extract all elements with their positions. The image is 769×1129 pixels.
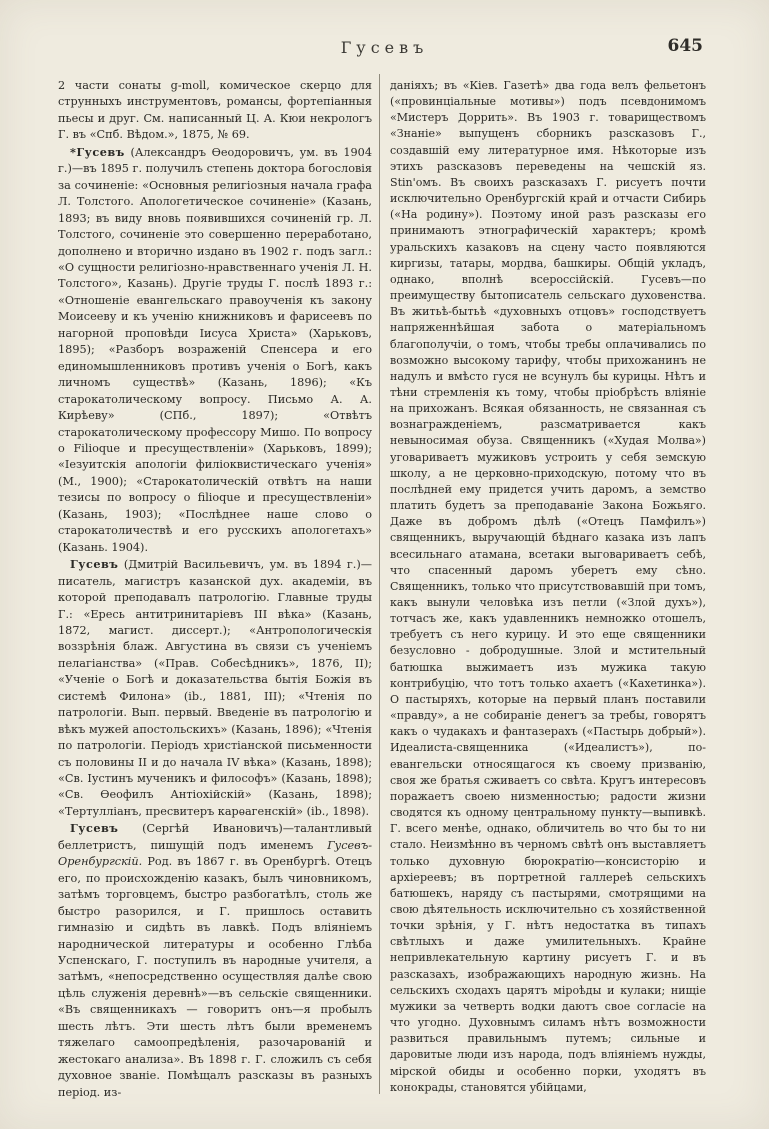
- entry-sergey-gusev: [58, 820, 372, 1101]
- entry-text: (Сергѣй Ивановичъ)—талантливый беллетристъ, пишущій подъ именемъ: [58, 822, 372, 852]
- entry-headword: Гусевъ: [70, 821, 119, 836]
- running-header: [60, 38, 709, 62]
- entry-headword: *Гусевъ: [70, 144, 125, 159]
- continuation-paragraph: 2 части сонаты g-moll, комическое скерцо для струнныхъ инструментовъ, романсы, фортепіанныя пьесы и друг. См. написанный Ц. А. Кюи некрологъ Г. въ «Спб. Вѣдом.», 1875, № 69.: [58, 79, 372, 142]
- left-column: [58, 78, 372, 1101]
- entry-dmitry-gusev: [58, 556, 372, 820]
- entry-text-continued: Род. въ 1867 г. въ Оренбургѣ. Отецъ его, по происхожденію казакъ, былъ чиновникомъ, затѣмъ торговцемъ, быстро разбогатѣлъ, столь же быстро разорился, и Г. пришлось оставить гимназію и сидѣть въ лавкѣ. Подъ вліяніемъ народнической литературы и особенно Глѣба Успенскаго, Г. поступилъ въ народные учителя, а затѣмъ, «непосредственно осуществляя далѣе свою цѣль служенія деревнѣ»—въ сельскіе священники. «Въ священникахъ — говоритъ онъ—я пробылъ шесть лѣтъ. Эти шесть лѣтъ были временемъ тяжелаго самоопредѣленія, разочарованій и жестокаго анализа». Въ 1898 г. Г. сложилъ съ себя духовное званіе. Помѣщалъ разсказы въ разныхъ період. из-: [58, 855, 372, 1099]
- running-title: Гусевъ: [340, 38, 429, 57]
- entry-headword: Гусевъ: [70, 557, 119, 572]
- entry-text: (Дмитрій Васильевичъ, ум. въ 1894 г.)—писатель, магистръ казанской дух. академіи, въ которой преподавалъ патрологію. Главные труды Г.: «Ересь антитринитаріевъ III вѣка» (Казань, 1872, магист. диссерт.); «Антропологическія воззрѣнія блаж. Августина въ связи съ ученіемъ пелагіанства» («Прав. Собесѣдникъ», 1876, II); «Ученіе о Богѣ и доказательства бытія Божія въ системѣ Филона» (ib., 1881, III); «Чтенія по патрологіи. Вып. первый. Введеніе въ патрологію и вѣкъ мужей апостольскихъ» (Казань, 1896); «Чтенія по патрологіи. Періодъ христіанской письменности съ половины II и до начала IV вѣка» (Казань, 1898); «Св. Іустинъ мученикъ и философъ» (Казань, 1898); «Св. Өеофилъ Антіохійскій» (Казань, 1898); «Тертулліанъ, пресвитеръ карѳагенскій» (ib., 1898).: [58, 558, 372, 818]
- continuation-paragraph: даніяхъ; въ «Кіев. Газетѣ» два года велъ фельетонъ («провинціальные мотивы») подъ псевдонимомъ «Мистеръ Доррить». Въ 1903 г. товариществомъ «Знаніе» выпущенъ сборникъ разсказовъ Г., создавшій ему литературное имя. Нѣкоторые изъ этихъ разсказовъ переведены на чешскій яз. Stin'омъ. Въ своихъ разсказахъ Г. рисуетъ почти исключительно Оренбургскій край и отчасти Сибирь («На родину»). Поэтому иной разъ разсказы его принимаютъ этнографическій характеръ; кромѣ уральскихъ казаковъ на сцену часто появляются киргизы, татары, мордва, башкиры. Общій укладъ, однако, вполнѣ всероссійскій. Гусевъ—по преимуществу бытописатель сельскаго духовенства. Въ житьѣ-бытьѣ «духовныхъ отцовъ» господствуетъ напряженнѣйшая забота о матеріальномъ благополучіи, о томъ, чтобы требы оплачивались по возможно высокому тарифу, чтобы прихожанинъ не надулъ и вмѣсто гуся не всунулъ бы курицы. Нѣтъ и тѣни стремленія къ тому, чтобы пріобрѣсть вліяніе на прихожанъ. Всякая обязанность, не связанная съ вознагражденіемъ, разсматривается какъ невыносимая обуза. Священникъ («Худая Молва») уговариваетъ мужиковъ устроить у себя земскую школу, а не церковно-приходскую, потому что въ послѣдней ему придется учить даромъ, а земство платить будетъ за преподаваніе Закона Божьяго. Даже въ добромъ дѣлѣ («Отецъ Памфилъ») священникъ, выручающій бѣднаго казака изъ лапъ всесильнаго атамана, всетаки выговариваетъ себѣ, что спасенный даромъ уберетъ ему сѣно. Священникъ, только что присутствовавшій при томъ, какъ вынули человѣка изъ петли («Злой духъ»), тотчасъ же, какъ удавленникъ немножко отошелъ, требуетъ съ него курицу. И это еще священники безусловно - добродушные. Злой и мстительный батюшка выжимаетъ изъ мужика такую контрибуцію, что тотъ только ахаетъ («Кахетинка»). О пастыряхъ, которые на первый планъ поставили «правду», а не собираніе денегъ за требы, говорятъ какъ о чудакахъ и фантазерахъ («Пастырь добрый»). Идеалиста-священника («Идеалистъ»), по-евангельски относящагося къ своему призванію, своя же братья сживаетъ со свѣта. Кругъ интересовъ поражаетъ своею низменностью; радости жизни сводятся къ одному центральному пункту—выпивкѣ. Г. всего менѣе, однако, обличитель во что бы то ни стало. Неизмѣнно въ черномъ свѣтѣ онъ выставляетъ только духовную бюрократію—консисторію и архіереевъ; въ портретной галлереѣ сельскихъ батюшекъ, наряду съ пастырями, смотрящими на свою дѣятельность исключительно съ хозяйственной точки зрѣнія, у Г. нѣтъ недостатка въ типахъ свѣтлыхъ и даже умилительныхъ. Крайне непривлекательную картину рисуетъ Г. и въ разсказахъ, изображающихъ народную жизнь. На сельскихъ сходахъ царятъ міроѣды и кулаки; нищіе мужики за четверть водки даютъ свое согласіе на что угодно. Духовнымъ силамъ нѣтъ возможности развиться правильнымъ путемъ; сильные и даровитые люди изъ народа, подъ вліяніемъ нужды, мірской обиды и особенно порки, уходятъ въ конокрады, становятся убійцами,: [390, 79, 706, 1094]
- entry-text: (Александръ Өеодоровичъ, ум. въ 1904 г.)—въ 1895 г. получилъ степень доктора богословія за сочиненіе: «Основныя религіозныя начала графа Л. Толстого. Апологетическое сочиненіе» (Казань, 1893; въ виду вновь появившихся сочиненій гр. Л. Толстого, сочиненіе это совершенно переработано, дополнено и вторично издано въ 1902 г. подъ загл.: «О сущности религіозно-нравственнаго ученія Л. Н. Толстого», Казань). Другіе труды Г. послѣ 1893 г.: «Отношеніе евангельскаго правоученія къ закону Моисееву и къ ученію книжниковъ и фарисеевъ по нагорной проповѣди Іисуса Христа» (Харьковъ, 1895); «Разборъ возраженій Спенсера и его единомышленниковъ противъ ученія о Богѣ, какъ личномъ существѣ» (Казань, 1896); «Къ старокатолическому вопросу. Письмо А. А. Кирѣеву» (СПб., 1897); «Отвѣтъ старокатолическому профессору Мишо. По вопросу о Filioque и пресуществленіи» (Харьковъ, 1899); «Іезуитскія апологіи филіоквистическаго ученія» (М., 1900); «Старокатолическій отвѣтъ на наши тезисы по вопросу о filioque и пресуществленіи» (Казань, 1903); «Послѣднее наше слово о старокатоличествѣ и его русскихъ апологетахъ» (Казань. 1904).: [58, 145, 372, 554]
- column-divider: [379, 74, 380, 1094]
- entry-alexander-gusev: [58, 144, 372, 556]
- right-column: [390, 78, 706, 1096]
- page-number: 645: [667, 36, 703, 56]
- entry-pseudonym: Гусевъ-Оренбургскій.: [58, 838, 372, 869]
